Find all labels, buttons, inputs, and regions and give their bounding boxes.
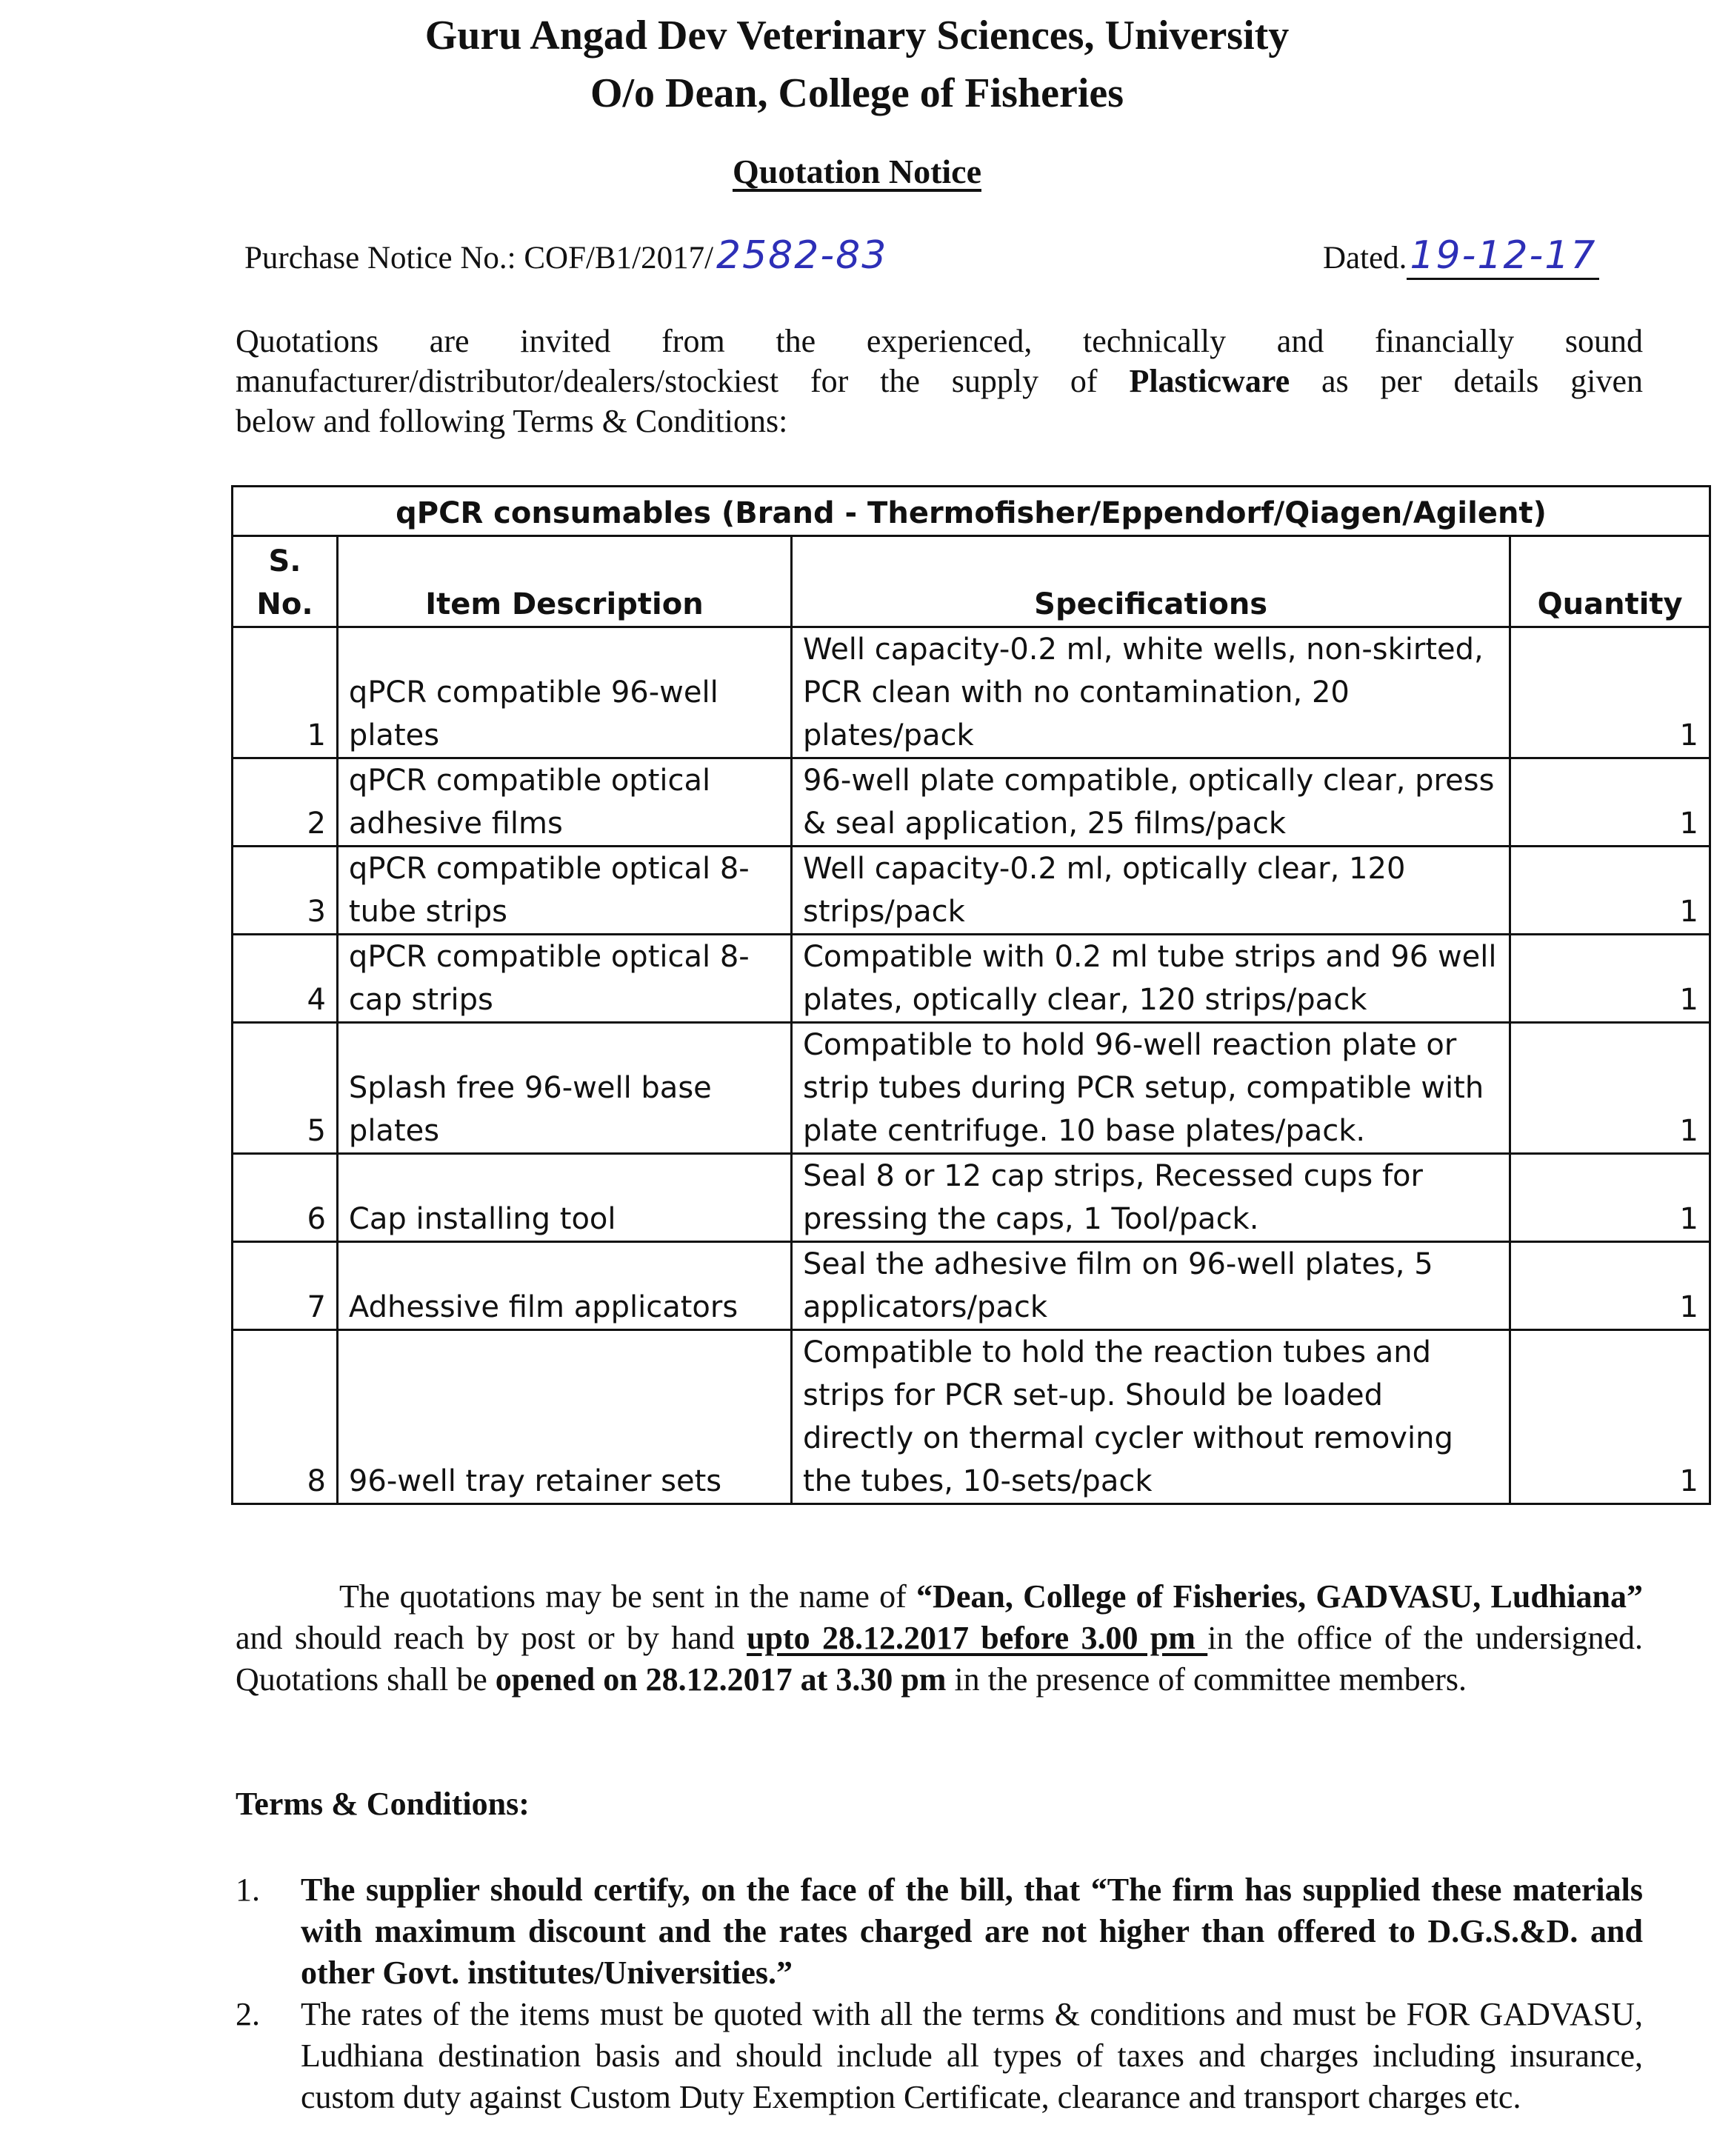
row-description: qPCR compatible 96-well plates xyxy=(337,627,791,758)
header-description: Item Description xyxy=(337,536,791,627)
row-quantity: 1 xyxy=(1510,847,1710,935)
term-number: 1. xyxy=(236,1872,260,1908)
intro-line-2b: as per details given xyxy=(1290,363,1643,399)
row-specifications: Well capacity-0.2 ml, white wells, non-skirted, PCR clean with no contamination, 20 plates/pack xyxy=(791,627,1510,758)
header-quantity: Quantity xyxy=(1510,536,1710,627)
row-sno: 7 xyxy=(233,1242,338,1330)
row-sno: 4 xyxy=(233,935,338,1023)
table-row xyxy=(233,847,1710,935)
row-description: qPCR compatible optical 8-tube strips xyxy=(337,847,791,935)
dated-handwritten: 19-12-17 xyxy=(1407,233,1599,280)
row-quantity: 1 xyxy=(1510,758,1710,847)
table-row xyxy=(233,1330,1710,1504)
submission-opening: opened on 28.12.2017 at 3.30 pm xyxy=(495,1661,947,1698)
university-name: Guru Angad Dev Veterinary Sciences, University xyxy=(424,13,1290,59)
row-sno: 3 xyxy=(233,847,338,935)
row-sno: 8 xyxy=(233,1330,338,1504)
row-description: qPCR compatible optical 8-cap strips xyxy=(337,935,791,1023)
table-caption-row xyxy=(233,487,1710,536)
row-sno: 5 xyxy=(233,1023,338,1154)
table-row xyxy=(233,758,1710,847)
purchase-notice-handwritten: 2582-83 xyxy=(716,233,888,278)
submission-part3: in the office of the undersigned. Quotations shall be xyxy=(236,1620,1643,1698)
intro-line-1: Quotations are invited from the experienced, technically and financially sound xyxy=(236,323,1643,359)
submission-paragraph xyxy=(236,1576,1643,1701)
row-quantity: 1 xyxy=(1510,1242,1710,1330)
table-row xyxy=(233,1023,1710,1154)
notice-date xyxy=(1323,233,1599,280)
row-quantity: 1 xyxy=(1510,627,1710,758)
intro-line-2a: manufacturer/distributor/dealers/stockiest for the supply of xyxy=(236,363,1130,399)
submission-addressee: “Dean, College of Fisheries, GADVASU, Ludhiana” xyxy=(916,1578,1643,1615)
notice-title-text: Quotation Notice xyxy=(732,153,981,190)
row-description: qPCR compatible optical adhesive films xyxy=(337,758,791,847)
term-item xyxy=(236,1869,1643,1994)
row-quantity: 1 xyxy=(1510,1154,1710,1242)
row-specifications: Compatible with 0.2 ml tube strips and 96 well plates, optically clear, 120 strips/pack xyxy=(791,935,1510,1023)
row-sno: 1 xyxy=(233,627,338,758)
row-specifications: Well capacity-0.2 ml, optically clear, 120 strips/pack xyxy=(791,847,1510,935)
term-item xyxy=(236,1994,1643,2118)
table-row xyxy=(233,1154,1710,1242)
row-specifications: Compatible to hold the reaction tubes and strips for PCR set-up. Should be loaded directly on thermal cycler without removing the tubes, 10-sets/pack xyxy=(791,1330,1510,1504)
term-number: 2. xyxy=(236,1996,260,2032)
row-quantity: 1 xyxy=(1510,935,1710,1023)
office-name: O/o Dean, College of Fisheries xyxy=(590,70,1124,116)
intro-line-3: below and following Terms & Conditions: xyxy=(236,403,788,439)
row-sno: 6 xyxy=(233,1154,338,1242)
items-table xyxy=(231,485,1711,1505)
terms-heading: Terms & Conditions: xyxy=(236,1786,530,1822)
row-specifications: Seal the adhesive film on 96-well plates, 5 applicators/pack xyxy=(791,1242,1510,1330)
table-header-row xyxy=(233,536,1710,627)
header-sno-line2: No. xyxy=(256,587,313,621)
row-description: Adhessive film applicators xyxy=(337,1242,791,1330)
table-row xyxy=(233,627,1710,758)
row-specifications: Seal 8 or 12 cap strips, Recessed cups for pressing the caps, 1 Tool/pack. xyxy=(791,1154,1510,1242)
row-description: Cap installing tool xyxy=(337,1154,791,1242)
table-row xyxy=(233,935,1710,1023)
row-quantity: 1 xyxy=(1510,1023,1710,1154)
row-sno: 2 xyxy=(233,758,338,847)
intro-line-2 xyxy=(236,361,1643,401)
term-text: The rates of the items must be quoted with all the terms & conditions and must be FOR GADVASU, Ludhiana destination basis and should include all types of taxes and charges including insurance, custom duty against Custom Duty Exemption Certificate, clearance and transport charges etc. xyxy=(301,1996,1643,2115)
purchase-notice-number xyxy=(244,233,887,278)
intro-paragraph xyxy=(236,321,1643,441)
header-specifications: Specifications xyxy=(791,536,1510,627)
header-sno-line1: S. xyxy=(268,544,301,578)
row-description: Splash free 96-well base plates xyxy=(337,1023,791,1154)
term-text: The supplier should certify, on the face of the bill, that “The firm has supplied these materials with maximum discount and the rates charged are not higher than offered to D.G.S.&D. and other Govt. institutes/Universities.” xyxy=(301,1872,1643,1991)
submission-deadline: upto 28.12.2017 before 3.00 pm xyxy=(747,1620,1208,1656)
purchase-notice-label: Purchase Notice No.: COF/B1/2017/ xyxy=(244,241,714,276)
header-sno xyxy=(233,536,338,627)
row-description: 96-well tray retainer sets xyxy=(337,1330,791,1504)
intro-plasticware: Plasticware xyxy=(1129,363,1290,399)
dated-label: Dated. xyxy=(1323,241,1407,276)
row-quantity: 1 xyxy=(1510,1330,1710,1504)
table-row xyxy=(233,1242,1710,1330)
submission-part4: in the presence of committee members. xyxy=(946,1661,1467,1698)
notice-title xyxy=(0,152,1714,191)
submission-part2: and should reach by post or by hand xyxy=(236,1620,747,1656)
row-specifications: 96-well plate compatible, optically clear, press & seal application, 25 films/pack xyxy=(791,758,1510,847)
submission-part1: The quotations may be sent in the name of xyxy=(339,1578,917,1615)
table-caption: qPCR consumables (Brand - Thermofisher/Eppendorf/Qiagen/Agilent) xyxy=(233,487,1710,536)
row-specifications: Compatible to hold 96-well reaction plate or strip tubes during PCR setup, compatible with plate centrifuge. 10 base plates/pack. xyxy=(791,1023,1510,1154)
